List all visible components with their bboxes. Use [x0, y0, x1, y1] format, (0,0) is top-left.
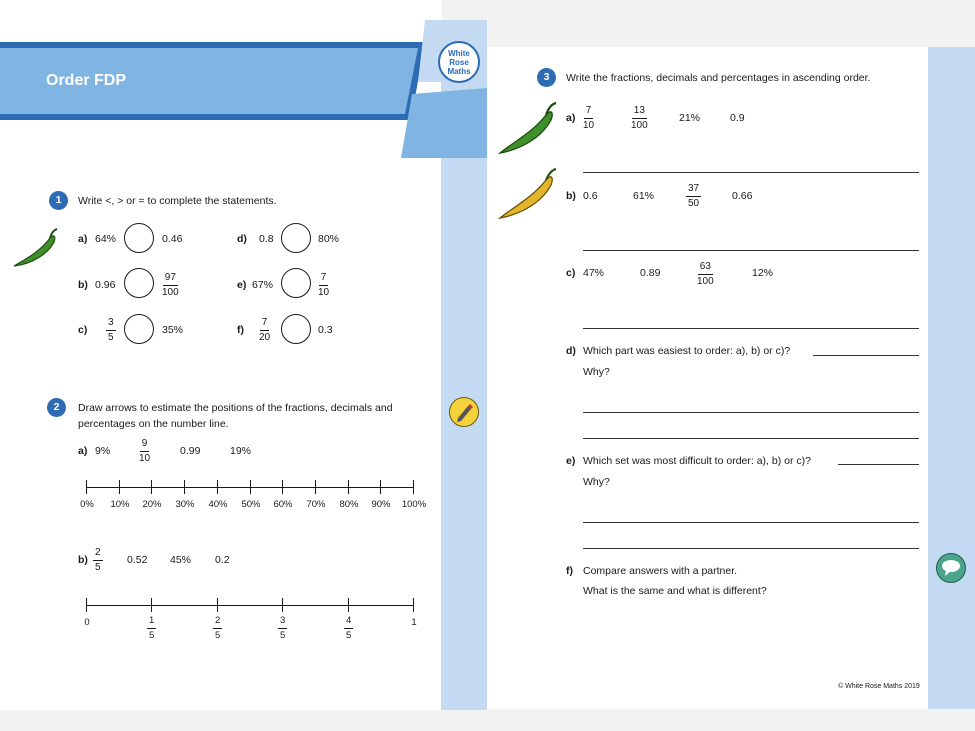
q3a-fraction-2: $\frac{13}{100}$: [631, 105, 648, 131]
white-rose-maths-logo: White Rose Maths: [438, 41, 480, 83]
q3e-answer-line-2[interactable]: [583, 548, 919, 549]
q1a-right: 0.46: [162, 233, 183, 245]
speech-bubble-icon: [936, 553, 966, 583]
q1c-label: c): [78, 324, 88, 336]
copyright: © White Rose Maths 2019: [838, 683, 920, 690]
tick-mark: [151, 480, 152, 494]
q3d-label: d): [566, 345, 576, 357]
tick-mark: [86, 480, 87, 494]
q2-prompt-line2: percentages on the number line.: [78, 418, 229, 430]
right-blue-strip: [928, 47, 975, 709]
q3c-value-2: 0.89: [640, 267, 661, 279]
q3a-value-3: 21%: [679, 112, 701, 124]
green-chilli-icon: [10, 226, 60, 270]
pencil-icon: [449, 397, 479, 427]
q2b-value-2: 0.52: [127, 554, 148, 566]
q2a-value-3: 0.99: [180, 445, 201, 457]
q3f-label: f): [566, 565, 573, 577]
q3b-value-4: 0.66: [732, 190, 753, 202]
green-chilli-icon: [496, 99, 558, 157]
q3e-answer-line-1[interactable]: [583, 522, 919, 523]
q3a-answer-line[interactable]: [583, 172, 919, 173]
number-line-fractions[interactable]: [86, 598, 416, 644]
page-title: Order FDP: [46, 72, 127, 89]
q3b-fraction: $\frac{37}{50}$: [688, 183, 700, 209]
tick-mark: [250, 480, 251, 494]
q2a-value-1: 9%: [95, 445, 111, 457]
q1c-answer-circle[interactable]: [124, 314, 154, 344]
question-number-1: 1: [49, 191, 68, 210]
q1e-answer-circle[interactable]: [281, 268, 311, 298]
q3b-value-2: 61%: [633, 190, 655, 202]
q3d-why: Why?: [583, 366, 610, 378]
q1a-answer-circle[interactable]: [124, 223, 154, 253]
q2b-label: b): [78, 554, 88, 566]
q1d-label: d): [237, 233, 247, 245]
q1d-answer-circle[interactable]: [281, 223, 311, 253]
tick-mark: [184, 480, 185, 494]
tick-label: 30%: [175, 499, 195, 510]
tick-mark: [282, 480, 283, 494]
q3c-label: c): [566, 267, 576, 279]
tick-fraction-3-5: $\frac{3}{5}$: [280, 615, 286, 641]
number-line-percent[interactable]: [80, 480, 427, 520]
q3a-fraction-1: $\frac{7}{10}$: [583, 105, 595, 131]
q2b-fraction: $\frac{2}{5}$: [95, 547, 101, 573]
q1f-right: 0.3: [318, 324, 333, 336]
q3c-answer-line[interactable]: [583, 328, 919, 329]
tick-fraction-2-5: $\frac{2}{5}$: [215, 615, 221, 641]
q1b-answer-circle[interactable]: [124, 268, 154, 298]
q1d-left: 0.8: [259, 233, 274, 245]
tick-label: 50%: [241, 499, 261, 510]
tick-label: 60%: [273, 499, 293, 510]
q3a-value-4: 0.9: [730, 112, 745, 124]
tick-label: 10%: [110, 499, 130, 510]
q1b-right-fraction: $\frac{97}{100}$: [162, 272, 179, 298]
q1e-label: e): [237, 279, 247, 291]
tick-mark: [380, 480, 381, 494]
q3a-label: a): [566, 112, 576, 124]
tick-label: 80%: [339, 499, 359, 510]
q3e-label: e): [566, 455, 576, 467]
tick-mark: [119, 480, 120, 494]
tick-label-1: 1: [411, 617, 417, 628]
q3d-short-answer-line[interactable]: [813, 355, 919, 356]
q3b-value-1: 0.6: [583, 190, 598, 202]
q1f-label: f): [237, 324, 244, 336]
q1a-left: 64%: [95, 233, 117, 245]
tick-label: 0%: [80, 499, 94, 510]
q3f-line-2: What is the same and what is different?: [583, 585, 767, 597]
q3f-line-1: Compare answers with a partner.: [583, 565, 738, 577]
q3c-value-1: 47%: [583, 267, 605, 279]
q1f-answer-circle[interactable]: [281, 314, 311, 344]
q3c-value-4: 12%: [752, 267, 774, 279]
tick-fraction-1-5: $\frac{1}{5}$: [149, 615, 155, 641]
q1e-left: 67%: [252, 279, 274, 291]
tick-mark: [217, 480, 218, 494]
q1c-right: 35%: [162, 324, 184, 336]
q3c-fraction: $\frac{63}{100}$: [697, 261, 714, 287]
q1c-left-fraction: $\frac{3}{5}$: [108, 317, 114, 343]
tick-label-0: 0: [84, 617, 90, 628]
q1f-left-fraction: $\frac{7}{20}$: [259, 317, 271, 343]
q2a-label: a): [78, 445, 88, 457]
header-banner: [0, 20, 488, 160]
q3e-why: Why?: [583, 476, 610, 488]
q3e-text: Which set was most difficult to order: a), b) or c)?: [583, 455, 811, 467]
tick-mark: [348, 480, 349, 494]
q1e-right-fraction: $\frac{7}{10}$: [318, 272, 330, 298]
question-number-3: 3: [537, 68, 556, 87]
q2b-value-3: 45%: [170, 554, 192, 566]
q2a-value-4: 19%: [230, 445, 252, 457]
yellow-chilli-icon: [496, 166, 558, 222]
q1d-right: 80%: [318, 233, 340, 245]
tick-label: 20%: [142, 499, 162, 510]
q3d-answer-line-2[interactable]: [583, 438, 919, 439]
q3-prompt: Write the fractions, decimals and percentages in ascending order.: [566, 72, 871, 84]
tick-fraction-4-5: $\frac{4}{5}$: [346, 615, 352, 641]
q3b-answer-line[interactable]: [583, 250, 919, 251]
tick-label: 100%: [401, 499, 427, 510]
q3b-label: b): [566, 190, 576, 202]
q3d-answer-line-1[interactable]: [583, 412, 919, 413]
q2a-fraction: $\frac{9}{10}$: [139, 438, 151, 464]
tick-mark: [413, 480, 414, 494]
tick-label: 90%: [371, 499, 391, 510]
q1b-left: 0.96: [95, 279, 116, 291]
q3e-short-answer-line[interactable]: [838, 464, 919, 465]
q1b-label: b): [78, 279, 88, 291]
q1a-label: a): [78, 233, 88, 245]
tick-mark: [315, 480, 316, 494]
question-number-2: 2: [47, 398, 66, 417]
q3d-text: Which part was easiest to order: a), b) or c)?: [583, 345, 791, 357]
q1-prompt: Write <, > or = to complete the statements.: [78, 195, 277, 207]
tick-label: 40%: [208, 499, 228, 510]
q2b-value-4: 0.2: [215, 554, 230, 566]
q2-prompt-line1: Draw arrows to estimate the positions of the fractions, decimals and: [78, 402, 393, 414]
tick-label: 70%: [306, 499, 326, 510]
